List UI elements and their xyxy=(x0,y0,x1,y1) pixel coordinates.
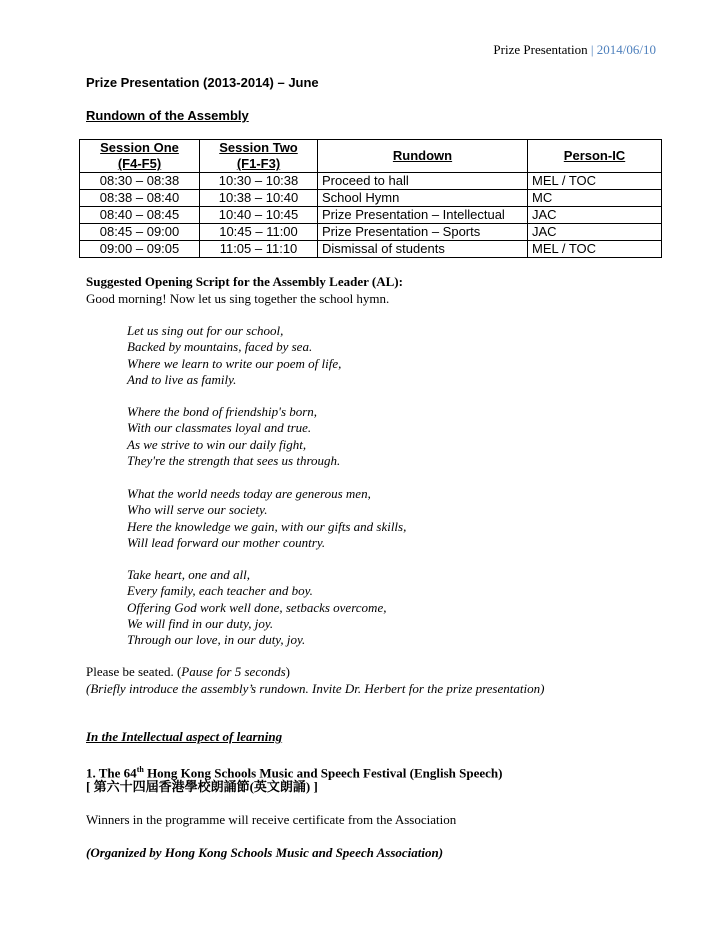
hymn-line: With our classmates loyal and true. xyxy=(127,420,312,436)
hymn-stanza-3 xyxy=(127,486,406,551)
header-rundown: Rundown xyxy=(318,140,528,173)
item-1-title: 1. The 64th Hong Kong Schools Music and Speech Festival (English Speech) xyxy=(86,765,503,781)
hymn-line: Let us sing out for our school, xyxy=(127,323,284,338)
hymn-line: We will find in our duty, joy. xyxy=(127,615,274,631)
header-session-two: Session Two (F1-F3) xyxy=(200,140,318,173)
winners-note: Winners in the programme will receive certificate from the Association xyxy=(86,812,457,827)
header-person-ic: Person-IC xyxy=(528,140,662,173)
cell-session-two: 10:38 – 10:40 xyxy=(200,190,318,207)
rundown-table xyxy=(79,139,662,258)
cell-rundown: School Hymn xyxy=(318,190,528,207)
cell-session-one: 08:45 – 09:00 xyxy=(80,224,200,241)
table-row xyxy=(80,224,662,241)
hymn-line: Take heart, one and all, xyxy=(127,567,251,582)
cell-session-one: 08:38 – 08:40 xyxy=(80,190,200,207)
hymn-line: As we strive to win our daily fight, xyxy=(127,436,307,452)
item-1-chinese-title: [ 第六十四屆香港學校朗誦節(英文朗誦) ] xyxy=(86,779,318,794)
table-row xyxy=(80,241,662,258)
organizer-note: (Organized by Hong Kong Schools Music and Speech Association) xyxy=(86,845,444,860)
cell-rundown: Prize Presentation – Intellectual xyxy=(318,207,528,224)
cell-rundown: Prize Presentation – Sports xyxy=(318,224,528,241)
hymn-line: Will lead forward our mother country. xyxy=(127,534,326,550)
seated-instruction: Please be seated. (Pause for 5 seconds) xyxy=(86,664,290,679)
cell-session-two: 10:45 – 11:00 xyxy=(200,224,318,241)
table-row xyxy=(80,190,662,207)
hymn-stanza-1 xyxy=(127,323,341,388)
header-title: Prize Presentation xyxy=(493,42,588,57)
hymn-line: What the world needs today are generous men, xyxy=(127,486,371,501)
hymn-line: They're the strength that sees us through. xyxy=(127,452,341,468)
document-title: Prize Presentation (2013-2014) – June xyxy=(86,75,319,90)
cell-session-one: 08:30 – 08:38 xyxy=(80,173,200,190)
hymn-line: Offering God work well done, setbacks overcome, xyxy=(127,599,387,615)
header-date: 2014/06/10 xyxy=(596,42,656,57)
hymn-line: Backed by mountains, faced by sea. xyxy=(127,339,313,355)
greeting-line: Good morning! Now let us sing together the school hymn. xyxy=(86,291,390,306)
hymn-line: Every family, each teacher and boy. xyxy=(127,583,313,599)
intro-note: (Briefly introduce the assembly’s rundown. Invite Dr. Herbert for the prize presentation) xyxy=(86,681,545,696)
table-row xyxy=(80,207,662,224)
cell-session-two: 10:30 – 10:38 xyxy=(200,173,318,190)
cell-session-two: 11:05 – 11:10 xyxy=(200,241,318,258)
cell-session-two: 10:40 – 10:45 xyxy=(200,207,318,224)
hymn-line: And to live as family. xyxy=(127,371,237,387)
page-header xyxy=(493,42,656,58)
hymn-stanza-4 xyxy=(127,567,386,648)
section-heading: In the Intellectual aspect of learning xyxy=(86,729,283,744)
header-session-one: Session One (F4-F5) xyxy=(80,140,200,173)
cell-session-one: 08:40 – 08:45 xyxy=(80,207,200,224)
cell-person-ic: JAC xyxy=(528,207,662,224)
cell-person-ic: MEL / TOC xyxy=(528,173,662,190)
cell-rundown: Dismissal of students xyxy=(318,241,528,258)
header-separator: | xyxy=(590,42,594,57)
cell-person-ic: MEL / TOC xyxy=(528,241,662,258)
table-header-row xyxy=(80,140,662,173)
script-heading: Suggested Opening Script for the Assembly Leader (AL): xyxy=(86,274,403,289)
cell-person-ic: MC xyxy=(528,190,662,207)
hymn-line: Here the knowledge we gain, with our gifts and skills, xyxy=(127,518,407,534)
hymn-line: Who will serve our society. xyxy=(127,502,268,518)
cell-rundown: Proceed to hall xyxy=(318,173,528,190)
hymn-line: Where the bond of friendship's born, xyxy=(127,404,318,419)
table-row xyxy=(80,173,662,190)
hymn-line: Where we learn to write our poem of life, xyxy=(127,355,342,371)
hymn-line: Through our love, in our duty, joy. xyxy=(127,632,306,648)
rundown-heading: Rundown of the Assembly xyxy=(86,108,249,123)
cell-person-ic: JAC xyxy=(528,224,662,241)
hymn-stanza-2 xyxy=(127,404,340,469)
cell-session-one: 09:00 – 09:05 xyxy=(80,241,200,258)
